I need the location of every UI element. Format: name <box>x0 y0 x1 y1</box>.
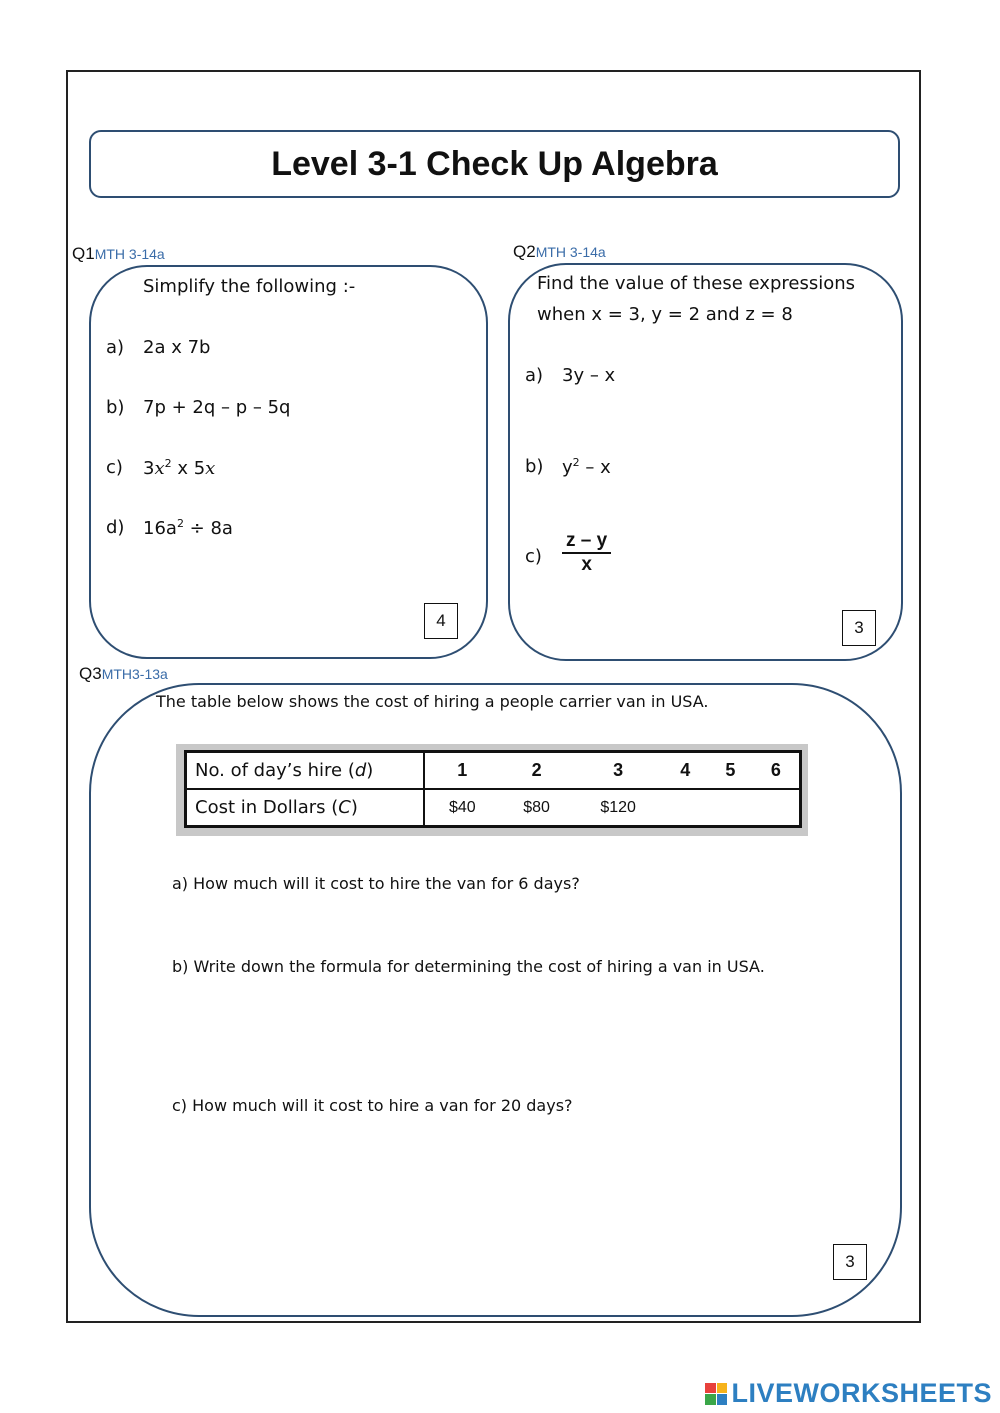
q2-label: Q2 <box>513 242 536 261</box>
hire-cost-table <box>184 750 802 828</box>
q3-question-a: a) How much will it cost to hire the van for 6 days? <box>172 874 580 893</box>
q1-c-expression: $3x^2$ x 5x <box>143 457 216 479</box>
day-cell: 6 <box>753 752 801 790</box>
day-cell: 4 <box>663 752 708 790</box>
q1-d-expression: $16a^2 \div 8a$ <box>143 517 233 539</box>
q2-b-expression: $y^2$ – x <box>562 456 611 478</box>
q3-label: Q3 <box>79 664 102 683</box>
q2-heading <box>513 242 606 262</box>
day-cell: 1 <box>424 752 500 790</box>
q3-question-c: c) How much will it cost to hire a van for 20 days? <box>172 1096 573 1115</box>
q3-question-b: b) Write down the formula for determining the cost of hiring a van in USA. <box>172 957 765 976</box>
q1-heading <box>72 244 165 264</box>
q2-marks-box <box>842 610 876 646</box>
q3-marks-box <box>833 1244 867 1280</box>
q2-c-denominator: x <box>581 554 592 575</box>
q2-code: MTH 3-14a <box>535 244 606 260</box>
q2-marks: 3 <box>854 618 864 637</box>
hire-cost-table-shadow <box>176 744 808 836</box>
q2-c-letter: c) <box>525 546 542 567</box>
cost-cell: $40 <box>424 789 500 827</box>
q1-b-expression: 7p + 2q – p – 5q <box>143 397 291 418</box>
table-row-days <box>186 752 801 790</box>
q1-code: MTH 3-14a <box>94 246 165 262</box>
q1-marks-box <box>424 603 458 639</box>
title-box <box>89 130 900 198</box>
page-title: Level 3-1 Check Up Algebra <box>271 144 718 183</box>
day-cell: 2 <box>500 752 574 790</box>
cost-cell-empty <box>708 789 753 827</box>
q3-code: MTH3-13a <box>101 666 168 682</box>
q1-a-expression: 2a x 7b <box>143 337 211 358</box>
logo-text: LIVEWORKSHEETS <box>731 1378 992 1408</box>
q3-heading <box>79 664 168 684</box>
cost-cell: $120 <box>574 789 663 827</box>
day-cell: 5 <box>708 752 753 790</box>
q3-marks: 3 <box>845 1252 855 1271</box>
q2-a-letter: a) <box>525 365 544 386</box>
q1-c-letter: c) <box>106 457 123 478</box>
cost-cell-empty <box>753 789 801 827</box>
days-header: No. of day’s hire (d) <box>186 752 425 790</box>
q1-marks: 4 <box>436 611 446 630</box>
q2-instruction-line1: Find the value of these expressions <box>537 273 856 294</box>
q1-instruction: Simplify the following :- <box>143 276 356 297</box>
q2-c-fraction <box>562 530 611 576</box>
logo-icon <box>705 1383 727 1405</box>
table-row-cost <box>186 789 801 827</box>
q1-label: Q1 <box>72 244 95 263</box>
cost-cell-empty <box>663 789 708 827</box>
cost-cell: $80 <box>500 789 574 827</box>
q2-b-letter: b) <box>525 456 544 477</box>
cost-header: Cost in Dollars (C) <box>186 789 425 827</box>
q1-a-letter: a) <box>106 337 125 358</box>
q1-d-letter: d) <box>106 517 125 538</box>
q1-b-letter: b) <box>106 397 125 418</box>
q2-a-expression: 3y – x <box>562 365 616 386</box>
liveworksheets-logo[interactable] <box>705 1378 992 1409</box>
q2-c-numerator: z – y <box>562 530 611 554</box>
q3-intro: The table below shows the cost of hiring a people carrier van in USA. <box>156 692 709 711</box>
q2-instruction-line2: when x = 3, y = 2 and z = 8 <box>537 304 793 325</box>
day-cell: 3 <box>574 752 663 790</box>
